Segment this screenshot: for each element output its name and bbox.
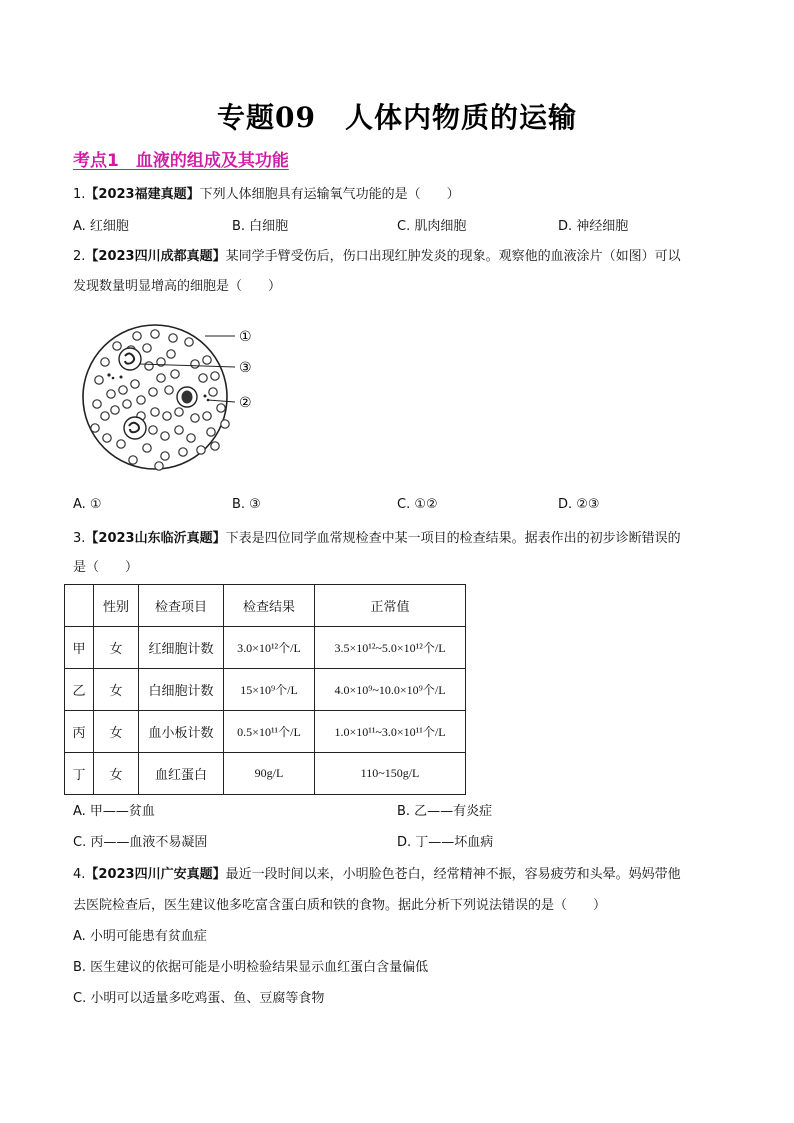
red-blood-cell (221, 420, 229, 428)
red-blood-cell (179, 448, 187, 456)
table-row (65, 711, 466, 753)
red-blood-cell (93, 400, 101, 408)
red-blood-cell (217, 404, 225, 412)
red-blood-cell (151, 330, 159, 338)
q1-option-a: A. 红细胞 (73, 219, 129, 234)
question-source: 【2023福建真题】 (85, 187, 200, 202)
red-blood-cell (175, 426, 183, 434)
q3-option-d: D. 丁——坏血病 (397, 835, 494, 850)
question-number: 4. (73, 867, 86, 882)
red-blood-cell (211, 442, 219, 450)
table-cell: 丁 (65, 753, 94, 795)
table-cell: 女 (94, 627, 139, 669)
question-2 (73, 248, 681, 266)
table-cell: 血小板计数 (139, 711, 224, 753)
q3-option-b: B. 乙——有炎症 (397, 804, 493, 819)
red-blood-cell (211, 372, 219, 380)
table-cell: 4.0×10⁹~10.0×10⁹个/L (315, 669, 466, 711)
page-title: 专题09 人体内物质的运输 (217, 101, 577, 134)
table-header-cell: 检查项目 (139, 585, 224, 627)
table-cell: 3.5×10¹²~5.0×10¹²个/L (315, 627, 466, 669)
red-blood-cell (161, 432, 169, 440)
red-blood-cell (103, 434, 111, 442)
result-table (64, 584, 466, 795)
red-blood-cell (191, 360, 199, 368)
table-header-cell: 性别 (94, 585, 139, 627)
red-blood-cell (129, 456, 137, 464)
red-blood-cell (163, 412, 171, 420)
red-blood-cell (149, 388, 157, 396)
red-blood-cell (169, 334, 177, 342)
white-blood-cell-icon (124, 417, 146, 439)
table-cell: 0.5×10¹¹个/L (224, 711, 315, 753)
q2-option-a: A. ① (73, 497, 102, 512)
red-blood-cell (203, 412, 211, 420)
red-blood-cell (119, 386, 127, 394)
red-blood-cell (137, 396, 145, 404)
table-cell: 3.0×10¹²个/L (224, 627, 315, 669)
q1-option-d: D. 神经细胞 (558, 219, 629, 234)
red-blood-cell (175, 408, 183, 416)
red-blood-cell (113, 342, 121, 350)
red-blood-cell (187, 434, 195, 442)
q4-option-c: C. 小明可以适量多吃鸡蛋、鱼、豆腐等食物 (73, 991, 325, 1006)
question-2-line2: 发现数量明显增高的细胞是（ ） (73, 279, 282, 294)
table-cell: 女 (94, 753, 139, 795)
table-header-cell: 检查结果 (224, 585, 315, 627)
q3-option-a: A. 甲——贫血 (73, 804, 155, 819)
red-blood-cell (171, 370, 179, 378)
question-number: 2. (73, 249, 86, 264)
red-blood-cell (145, 362, 153, 370)
red-blood-cell (185, 338, 193, 346)
table-header-row (65, 585, 466, 627)
red-blood-cell (131, 380, 139, 388)
table-header-cell: 正常值 (315, 585, 466, 627)
question-1 (73, 186, 460, 204)
red-blood-cell (107, 390, 115, 398)
question-source: 【2023山东临沂真题】 (85, 531, 226, 546)
question-source: 【2023四川成都真题】 (85, 249, 226, 264)
q4-option-b: B. 医生建议的依据可能是小明检验结果显示血红蛋白含量偏低 (73, 960, 429, 975)
section-heading: 考点1 血液的组成及其功能 (73, 151, 289, 171)
table-cell: 丙 (65, 711, 94, 753)
question-text: 下列人体细胞具有运输氧气功能的是（ ） (199, 187, 460, 202)
q2-option-d: D. ②③ (558, 497, 600, 512)
red-blood-cell (149, 426, 157, 434)
red-blood-cell (101, 412, 109, 420)
question-3-line2: 是（ ） (73, 560, 139, 575)
table-cell: 血红蛋白 (139, 753, 224, 795)
question-4-line2: 去医院检查后，医生建议他多吃富含蛋白质和铁的食物。据此分析下列说法错误的是（ ） (73, 898, 607, 913)
q2-option-c: C. ①② (397, 497, 438, 512)
red-blood-cell (165, 386, 173, 394)
red-blood-cell (101, 358, 109, 366)
red-blood-cell (161, 452, 169, 460)
q4-option-a: A. 小明可能患有贫血症 (73, 929, 207, 944)
table-cell: 白细胞计数 (139, 669, 224, 711)
q1-option-c: C. 肌肉细胞 (397, 219, 467, 234)
figure-label-3: ③ (239, 360, 252, 376)
blood-smear-figure (75, 320, 275, 480)
red-blood-cell (91, 424, 99, 432)
red-blood-cell (111, 406, 119, 414)
table-row (65, 753, 466, 795)
red-blood-cell (123, 400, 131, 408)
q1-option-b: B. 白细胞 (232, 219, 289, 234)
question-4 (73, 866, 681, 884)
q2-option-b: B. ③ (232, 497, 261, 512)
red-blood-cell (197, 446, 205, 454)
table-cell: 1.0×10¹¹~3.0×10¹¹个/L (315, 711, 466, 753)
question-text: 某同学手臂受伤后，伤口出现红肿发炎的现象。观察他的血液涂片（如图）可以 (225, 249, 681, 264)
red-blood-cell (191, 414, 199, 422)
table-cell: 甲 (65, 627, 94, 669)
table-cell: 15×10⁹个/L (224, 669, 315, 711)
table-cell: 红细胞计数 (139, 627, 224, 669)
red-blood-cell (199, 374, 207, 382)
red-blood-cell (143, 344, 151, 352)
red-blood-cell (143, 444, 151, 452)
red-blood-cell (151, 408, 159, 416)
white-blood-cell-icon (119, 348, 141, 370)
question-source: 【2023四川广安真题】 (85, 867, 226, 882)
red-blood-cell (95, 376, 103, 384)
white-blood-cell-icon (177, 387, 197, 407)
table-cell: 女 (94, 711, 139, 753)
red-blood-cell (207, 428, 215, 436)
red-blood-cell (203, 356, 211, 364)
question-text: 下表是四位同学血常规检查中某一项目的检查结果。据表作出的初步诊断错误的 (225, 531, 681, 546)
red-blood-cell (167, 350, 175, 358)
question-number: 3. (73, 531, 86, 546)
question-3 (73, 530, 681, 548)
figure-label-1: ① (239, 329, 252, 345)
table-cell: 女 (94, 669, 139, 711)
red-blood-cell (155, 462, 163, 470)
table-cell: 乙 (65, 669, 94, 711)
table-header-cell (65, 585, 94, 627)
question-number: 1. (73, 187, 86, 202)
q3-option-c: C. 丙——血液不易凝固 (73, 835, 208, 850)
table-row (65, 669, 466, 711)
figure-label-2: ② (239, 395, 252, 411)
question-text: 最近一段时间以来，小明脸色苍白，经常精神不振，容易疲劳和头晕。妈妈带他 (225, 867, 681, 882)
red-blood-cell (133, 332, 141, 340)
red-blood-cell (209, 388, 217, 396)
red-blood-cell (157, 374, 165, 382)
table-cell: 90g/L (224, 753, 315, 795)
table-cell: 110~150g/L (315, 753, 466, 795)
red-blood-cell (117, 440, 125, 448)
table-row (65, 627, 466, 669)
